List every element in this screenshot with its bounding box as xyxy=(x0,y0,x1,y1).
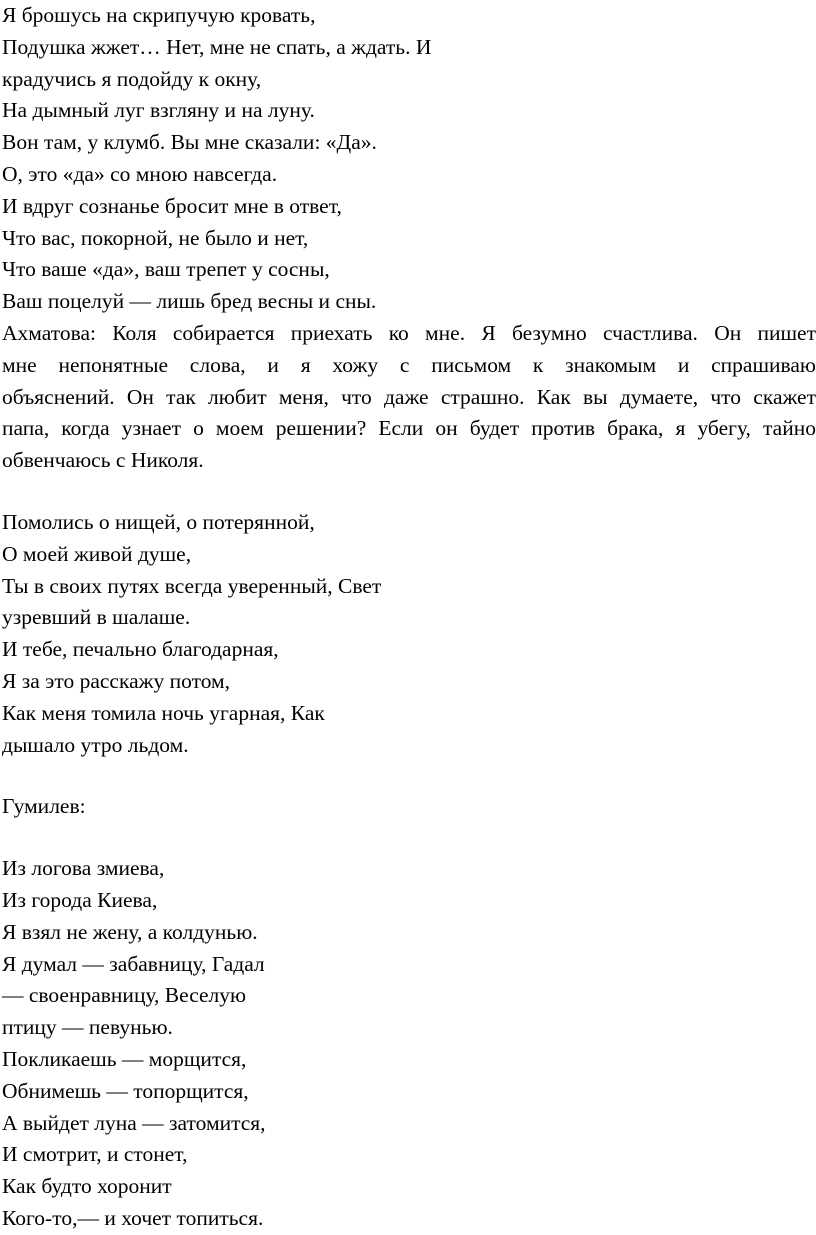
verse-line: крадучись я подойду к окну, xyxy=(2,66,262,91)
prose-line: мне непонятные слова, и я хожу с письмом к знакомым и спрашиваю xyxy=(2,352,816,377)
stanza-3 xyxy=(2,853,816,1235)
verse-line: узревший в шалаше. xyxy=(2,605,191,630)
prose-line: Ахматова: Коля собирается приехать ко мне. Я безумно счастлива. Он пишет xyxy=(2,320,816,345)
verse-line: И вдруг сознанье бросит мне в ответ, xyxy=(2,193,342,218)
verse-line: птицу — певунью. xyxy=(2,1015,173,1040)
verse-line: И тебе, печально благодарная, xyxy=(2,637,279,662)
verse-line: Ты в своих путях всегда уверенный, Свет xyxy=(2,573,382,598)
verse-line: А выйдет луна — затомится, xyxy=(2,1110,266,1135)
verse-line: Кого-то,— и хочет топиться. xyxy=(2,1205,264,1230)
speaker-label: Гумилев: xyxy=(2,794,86,819)
verse-line: Из города Киева, xyxy=(2,887,158,912)
verse-line: Я взял не жену, а колдунью. xyxy=(2,919,258,944)
verse-line: Покликаешь — морщится, xyxy=(2,1046,247,1071)
spacer xyxy=(2,761,816,791)
prose-line: папа, когда узнает о моем решении? Если он будет против брака, я убегу, тайно xyxy=(2,416,816,441)
verse-line: Из логова змиева, xyxy=(2,856,165,881)
stanza-1 xyxy=(2,0,816,318)
verse-line: Как будто хоронит xyxy=(2,1174,172,1199)
spacer xyxy=(2,477,816,507)
verse-line: О, это «да» со мною навсегда. xyxy=(2,161,278,186)
verse-line: Подушка жжет… Нет, мне не спать, а ждать. И xyxy=(2,34,432,59)
verse-line: Я брошусь на скрипучую кровать, xyxy=(2,3,316,27)
verse-line: И смотрит, и стонет, xyxy=(2,1142,188,1167)
prose-line-last: обвенчаюсь с Николя. xyxy=(2,448,204,473)
verse-line: Я за это расскажу потом, xyxy=(2,668,231,693)
verse-line: Ваш поцелуй — лишь бред весны и сны. xyxy=(2,289,377,314)
verse-line: О моей живой душе, xyxy=(2,541,192,566)
verse-line: Обнимешь — топорщится, xyxy=(2,1078,249,1103)
prose-line: объяснений. Он так любит меня, что даже страшно. Как вы думаете, что скажет xyxy=(2,384,816,409)
verse-line: Как меня томила ночь угарная, Как xyxy=(2,700,325,725)
verse-line: Вон там, у клумб. Вы мне сказали: «Да». xyxy=(2,130,377,155)
verse-line: дышало утро льдом. xyxy=(2,732,189,757)
verse-line: Что вас, покорной, не было и нет, xyxy=(2,225,309,250)
spacer xyxy=(2,823,816,853)
stanza-2 xyxy=(2,507,816,761)
verse-line: — своенравницу, Веселую xyxy=(2,983,247,1008)
verse-line: На дымный луг взгляну и на луну. xyxy=(2,98,315,123)
verse-line: Помолись о нищей, о потерянной, xyxy=(2,509,315,534)
prose-paragraph xyxy=(2,318,816,477)
verse-line: Я думал — забавницу, Гадал xyxy=(2,951,265,976)
verse-line: Что ваше «да», ваш трепет у сосны, xyxy=(2,257,330,282)
